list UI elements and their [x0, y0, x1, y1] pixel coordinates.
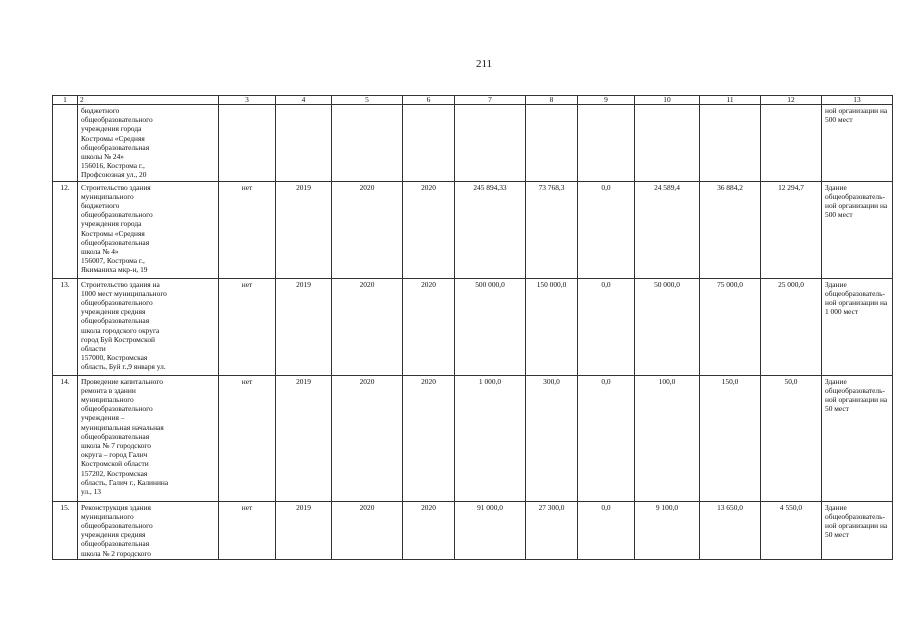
cell-col10 [635, 105, 700, 182]
cell-col6: 2020 [403, 181, 455, 278]
column-header: 6 [403, 96, 455, 105]
row-number: 13. [53, 278, 78, 375]
cell-col11: 36 884,2 [700, 181, 761, 278]
cell-col10: 24 589,4 [635, 181, 700, 278]
result-cell: Здание общеобразователь- ной организации на 50 мест [822, 375, 893, 501]
cell-col8: 150 000,0 [526, 278, 578, 375]
cell-col7: 245 894,33 [455, 181, 526, 278]
column-header: 3 [219, 96, 276, 105]
investment-table [52, 95, 893, 560]
cell-col7: 91 000,0 [455, 501, 526, 559]
table-row [53, 105, 893, 182]
result-cell: Здание общеобразователь- ной организации на 500 мест [822, 181, 893, 278]
row-number: 14. [53, 375, 78, 501]
cell-col5: 2020 [332, 375, 403, 501]
cell-col7: 500 000,0 [455, 278, 526, 375]
cell-col5: 2020 [332, 501, 403, 559]
cell-col8: 300,0 [526, 375, 578, 501]
cell-col6: 2020 [403, 278, 455, 375]
cell-col8: 27 300,0 [526, 501, 578, 559]
result-cell: Здание общеобразователь- ной организации на 50 мест [822, 501, 893, 559]
cell-col4 [276, 105, 332, 182]
column-header: 12 [761, 96, 822, 105]
cell-col3 [219, 105, 276, 182]
cell-col8 [526, 105, 578, 182]
cell-col9: 0,0 [578, 181, 635, 278]
cell-col12: 4 550,0 [761, 501, 822, 559]
cell-col11: 75 000,0 [700, 278, 761, 375]
cell-col9 [578, 105, 635, 182]
cell-col12 [761, 105, 822, 182]
cell-col12: 12 294,7 [761, 181, 822, 278]
column-header: 10 [635, 96, 700, 105]
cell-col3: нет [219, 501, 276, 559]
table-row [53, 181, 893, 278]
column-header: 4 [276, 96, 332, 105]
cell-col9: 0,0 [578, 278, 635, 375]
cell-col5: 2020 [332, 278, 403, 375]
cell-col6: 2020 [403, 501, 455, 559]
column-header: 13 [822, 96, 893, 105]
cell-col7 [455, 105, 526, 182]
cell-col9: 0,0 [578, 375, 635, 501]
object-description: Строительство здания на 1000 мест муниципального общеобразовательного учреждения средняя общеобразовательная школа городского округа город Буй Костромской области 157000, Костромская область, Буй г.,9 января ул. [78, 278, 219, 375]
cell-col5 [332, 105, 403, 182]
result-cell: ной организации на 500 мест [822, 105, 893, 182]
column-header: 11 [700, 96, 761, 105]
cell-col12: 50,0 [761, 375, 822, 501]
object-description: Строительство здания муниципального бюджетного общеобразовательного учреждения города Костромы «Средняя общеобразовательная школа № 4» 156007, Кострома г., Якиманиха мкр-н, 19 [78, 181, 219, 278]
table-row [53, 375, 893, 501]
cell-col4: 2019 [276, 501, 332, 559]
cell-col3: нет [219, 278, 276, 375]
column-header: 5 [332, 96, 403, 105]
row-number: 12. [53, 181, 78, 278]
cell-col4: 2019 [276, 181, 332, 278]
table-row [53, 501, 893, 559]
cell-col11: 150,0 [700, 375, 761, 501]
column-header-row [53, 96, 893, 105]
table-row [53, 278, 893, 375]
cell-col4: 2019 [276, 278, 332, 375]
page-number: 211 [475, 58, 493, 70]
row-number [53, 105, 78, 182]
object-description: Проведение капитального ремонта в здании муниципального общеобразовательного учреждения – муниципальная начальная общеобразовательная школа № 7 городского округа – город Галич Костромской области 157202, Костромская область, Галич г., Калинина ул., 13 [78, 375, 219, 501]
cell-col10: 9 100,0 [635, 501, 700, 559]
cell-col8: 73 768,3 [526, 181, 578, 278]
cell-col7: 1 000,0 [455, 375, 526, 501]
cell-col5: 2020 [332, 181, 403, 278]
cell-col3: нет [219, 375, 276, 501]
cell-col3: нет [219, 181, 276, 278]
column-header: 7 [455, 96, 526, 105]
cell-col4: 2019 [276, 375, 332, 501]
cell-col10: 50 000,0 [635, 278, 700, 375]
cell-col10: 100,0 [635, 375, 700, 501]
result-cell: Здание общеобразователь- ной организации на 1 000 мест [822, 278, 893, 375]
column-header: 2 [78, 96, 219, 105]
row-number: 15. [53, 501, 78, 559]
object-description: бюджетного общеобразовательного учреждения города Костромы «Средняя общеобразовательная школы № 24» 156016, Кострома г., Профсоюзная ул., 20 [78, 105, 219, 182]
object-description: Реконструкция здания муниципального общеобразовательного учреждения средняя общеобразовательная школа № 2 городского [78, 501, 219, 559]
cell-col11: 13 650,0 [700, 501, 761, 559]
column-header: 9 [578, 96, 635, 105]
cell-col12: 25 000,0 [761, 278, 822, 375]
cell-col11 [700, 105, 761, 182]
cell-col9: 0,0 [578, 501, 635, 559]
column-header: 8 [526, 96, 578, 105]
column-header: 1 [53, 96, 78, 105]
cell-col6 [403, 105, 455, 182]
cell-col6: 2020 [403, 375, 455, 501]
